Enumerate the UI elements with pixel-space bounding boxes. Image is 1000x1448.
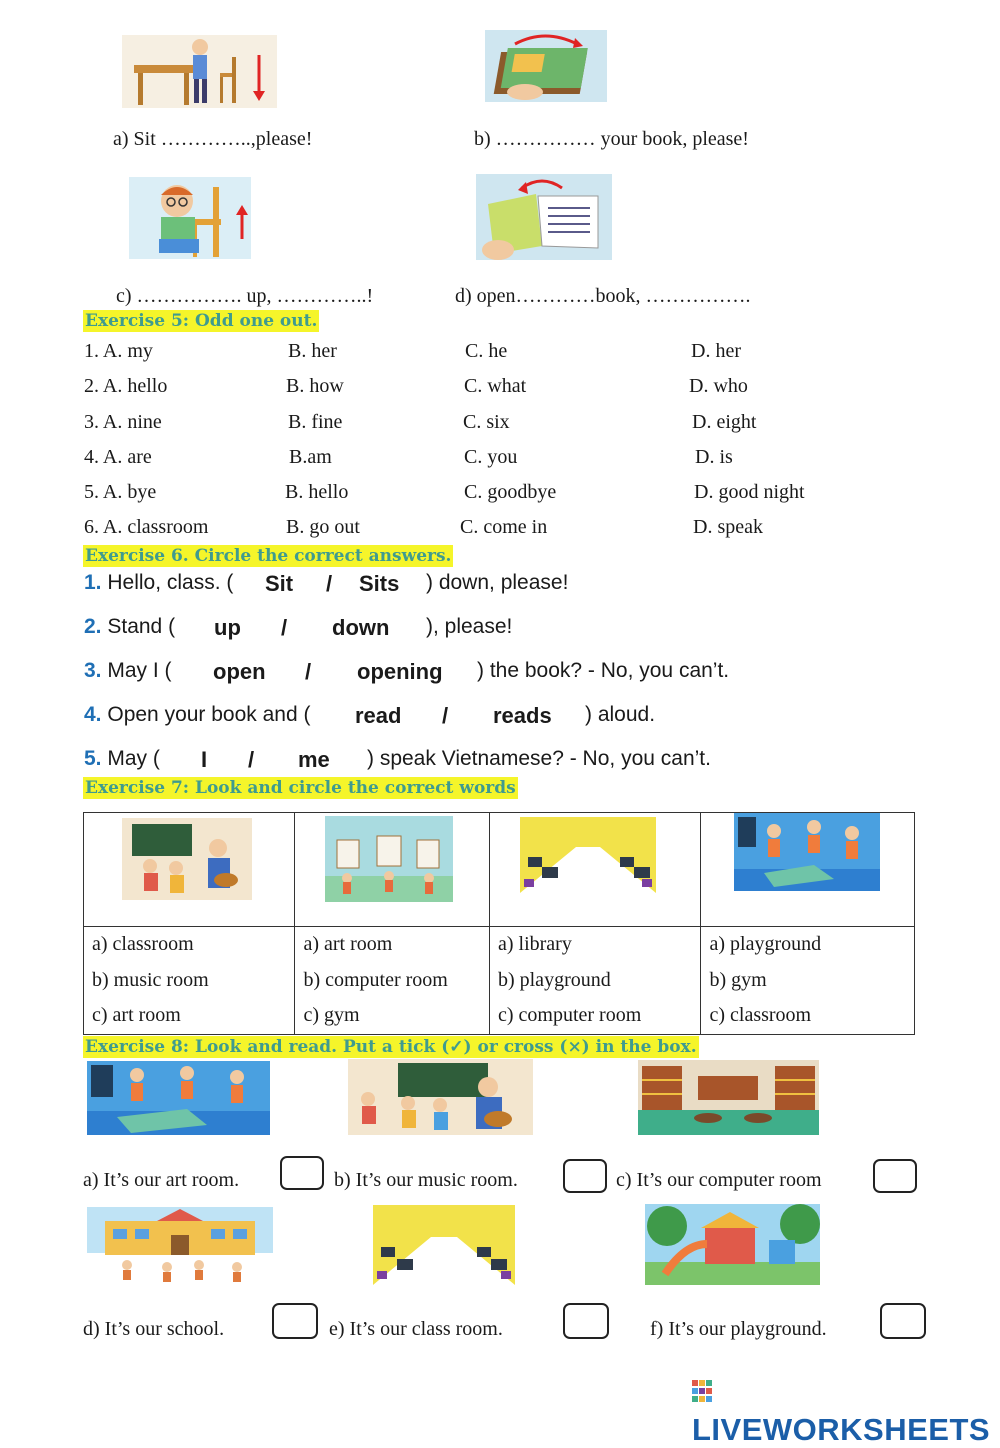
ex5-row6-d: D. speak — [693, 516, 763, 538]
ex6-option-3b[interactable]: opening — [357, 659, 443, 684]
ex7-option[interactable]: a) playground — [709, 933, 822, 955]
exercise5-heading: Exercise 5: Odd one out. — [85, 311, 318, 331]
logo-text: LIVEWORKSHEETS — [692, 1411, 991, 1447]
ex7-options-3 — [489, 927, 701, 1035]
ex6-slash: / — [442, 703, 449, 728]
ex7-option[interactable]: b) music room — [92, 968, 209, 991]
ex7-option[interactable]: a) library — [497, 933, 572, 955]
sit-down-picture — [122, 35, 277, 108]
ex5-row3-c: C. six — [463, 411, 510, 433]
ex6-slash: / — [305, 659, 312, 684]
ex6-item-5 — [84, 747, 160, 771]
gym-picture — [87, 1061, 270, 1135]
ex6-item-text: ) aloud. — [585, 703, 656, 726]
ex6-option-4a[interactable]: read — [355, 703, 402, 728]
ex7-option[interactable]: a) art room — [303, 933, 393, 955]
ex6-item-text: Stand ( — [107, 615, 176, 638]
open-book-picture — [485, 30, 607, 102]
ex6-item-text: May ( — [107, 747, 160, 770]
music-room-picture — [122, 818, 252, 900]
ex7-image-cell — [701, 813, 915, 927]
ex6-slash: / — [326, 571, 333, 596]
ex7-options-4 — [701, 927, 915, 1035]
computer-room-picture — [520, 817, 656, 893]
ex7-image-cell — [295, 813, 490, 927]
ex4-item-c: c) ……………. up, …………..! — [116, 285, 374, 307]
ex5-row1-c: C. he — [465, 340, 508, 362]
ex5-row2-c: C. what — [464, 375, 527, 397]
ex5-row1-b: B. her — [288, 340, 337, 362]
ex6-item-1 — [84, 571, 233, 595]
ex6-item-text: ) speak Vietnamese? - No, you can’t. — [367, 747, 711, 770]
ex8-answer-box-f[interactable] — [880, 1303, 926, 1339]
ex5-row4-c: C. you — [464, 446, 518, 468]
ex5-row1-a: 1. A. my — [84, 340, 153, 362]
ex5-row5-d: D. good night — [694, 481, 805, 503]
ex5-row1-d: D. her — [691, 340, 741, 362]
ex7-option[interactable]: c) gym — [303, 1004, 360, 1026]
ex7-option[interactable]: b) computer room — [303, 968, 448, 991]
ex6-item-number: 1. — [84, 571, 102, 594]
ex6-item-text: Hello, class. ( — [107, 571, 234, 594]
ex6-slash: / — [248, 747, 255, 772]
exercise7-table — [83, 812, 915, 1035]
ex4-item-b: b) …………… your book, please! — [474, 128, 749, 150]
ex6-option-4b[interactable]: reads — [493, 703, 552, 728]
ex7-option[interactable]: a) classroom — [92, 933, 194, 955]
ex8-answer-box-e[interactable] — [563, 1303, 609, 1339]
ex7-option[interactable]: c) computer room — [497, 1004, 642, 1026]
ex6-item-number: 3. — [84, 659, 102, 682]
ex8-answer-box-a[interactable] — [280, 1156, 324, 1190]
ex4-item-a: a) Sit …………..,please! — [113, 128, 313, 150]
ex6-option-1b[interactable]: Sits — [359, 571, 400, 596]
ex5-row5-b: B. hello — [285, 481, 349, 503]
ex7-option[interactable]: b) gym — [709, 968, 767, 991]
ex8-answer-box-c[interactable] — [873, 1159, 917, 1193]
ex6-option-3a[interactable]: open — [213, 659, 266, 684]
ex6-slash: / — [281, 615, 288, 640]
logo-grid-icon — [692, 1376, 712, 1412]
ex6-item-2 — [84, 615, 175, 639]
ex6-option-5b[interactable]: me — [298, 747, 330, 772]
exercise8-heading: Exercise 8: Look and read. Put a tick (✓) or cross (×) in the box. — [85, 1037, 697, 1057]
ex7-option[interactable]: c) art room — [92, 1004, 181, 1026]
ex6-option-2b[interactable]: down — [332, 615, 390, 640]
close-book-picture — [476, 174, 612, 260]
ex8-item-a: a) It’s our art room. — [83, 1169, 240, 1191]
ex7-image-cell — [489, 813, 701, 927]
ex6-option-1a[interactable]: Sit — [265, 571, 294, 596]
ex5-row3-d: D. eight — [692, 411, 757, 433]
liveworksheets-logo — [692, 1374, 1000, 1448]
playground-picture — [645, 1204, 820, 1285]
ex5-row6-b: B. go out — [286, 516, 360, 538]
ex5-row2-b: B. how — [286, 375, 344, 397]
ex6-item-number: 5. — [84, 747, 102, 770]
ex8-answer-box-d[interactable] — [272, 1303, 318, 1339]
ex5-row4-d: D. is — [695, 446, 733, 468]
ex5-row2-a: 2. A. hello — [84, 375, 168, 397]
ex5-row5-a: 5. A. bye — [84, 481, 157, 503]
ex8-item-f: f) It’s our playground. — [650, 1318, 827, 1340]
ex8-item-d: d) It’s our school. — [83, 1318, 225, 1340]
ex6-item-4 — [84, 703, 311, 727]
ex6-item-number: 2. — [84, 615, 102, 638]
ex5-row5-c: C. goodbye — [464, 481, 557, 503]
ex4-item-d: d) open…………book, ……………. — [455, 285, 751, 307]
school-picture — [87, 1207, 273, 1287]
ex6-item-3 — [84, 659, 172, 683]
ex5-row2-d: D. who — [689, 375, 748, 397]
ex8-item-e: e) It’s our class room. — [329, 1318, 503, 1340]
ex6-item-text: ) the book? - No, you can’t. — [477, 659, 730, 682]
library-picture — [638, 1060, 819, 1135]
stand-up-picture — [129, 177, 251, 259]
ex6-option-5a[interactable]: I — [201, 747, 208, 772]
ex5-row4-a: 4. A. are — [84, 446, 152, 468]
ex7-option[interactable]: b) playground — [497, 968, 611, 991]
ex5-row3-b: B. fine — [288, 411, 343, 433]
ex5-row3-a: 3. A. nine — [84, 411, 162, 433]
ex6-item-text: Open your book and ( — [107, 703, 311, 726]
ex6-item-text: May I ( — [107, 659, 172, 682]
ex7-option[interactable]: c) classroom — [709, 1004, 812, 1026]
ex6-item-number: 4. — [84, 703, 102, 726]
art-room-picture — [325, 816, 453, 902]
ex7-options-2 — [295, 927, 490, 1035]
music-room-picture — [348, 1059, 533, 1135]
ex5-row4-b: B.am — [289, 446, 332, 468]
ex8-answer-box-b[interactable] — [563, 1159, 607, 1193]
ex6-option-2a[interactable]: up — [214, 615, 241, 640]
ex5-row6-c: C. come in — [460, 516, 548, 538]
ex8-item-b: b) It’s our music room. — [334, 1169, 518, 1191]
ex6-item-text: ) down, please! — [426, 571, 569, 594]
ex5-row6-a: 6. A. classroom — [84, 516, 209, 538]
gym-picture — [734, 813, 880, 891]
computer-room-picture — [373, 1205, 515, 1285]
ex6-item-text: ), please! — [426, 615, 513, 638]
exercise6-heading: Exercise 6. Circle the correct answers. — [85, 546, 452, 566]
ex7-options-1 — [84, 927, 295, 1035]
exercise7-heading: Exercise 7: Look and circle the correct words — [85, 778, 516, 798]
ex8-item-c: c) It’s our computer room — [616, 1169, 822, 1191]
ex7-image-cell — [84, 813, 295, 927]
